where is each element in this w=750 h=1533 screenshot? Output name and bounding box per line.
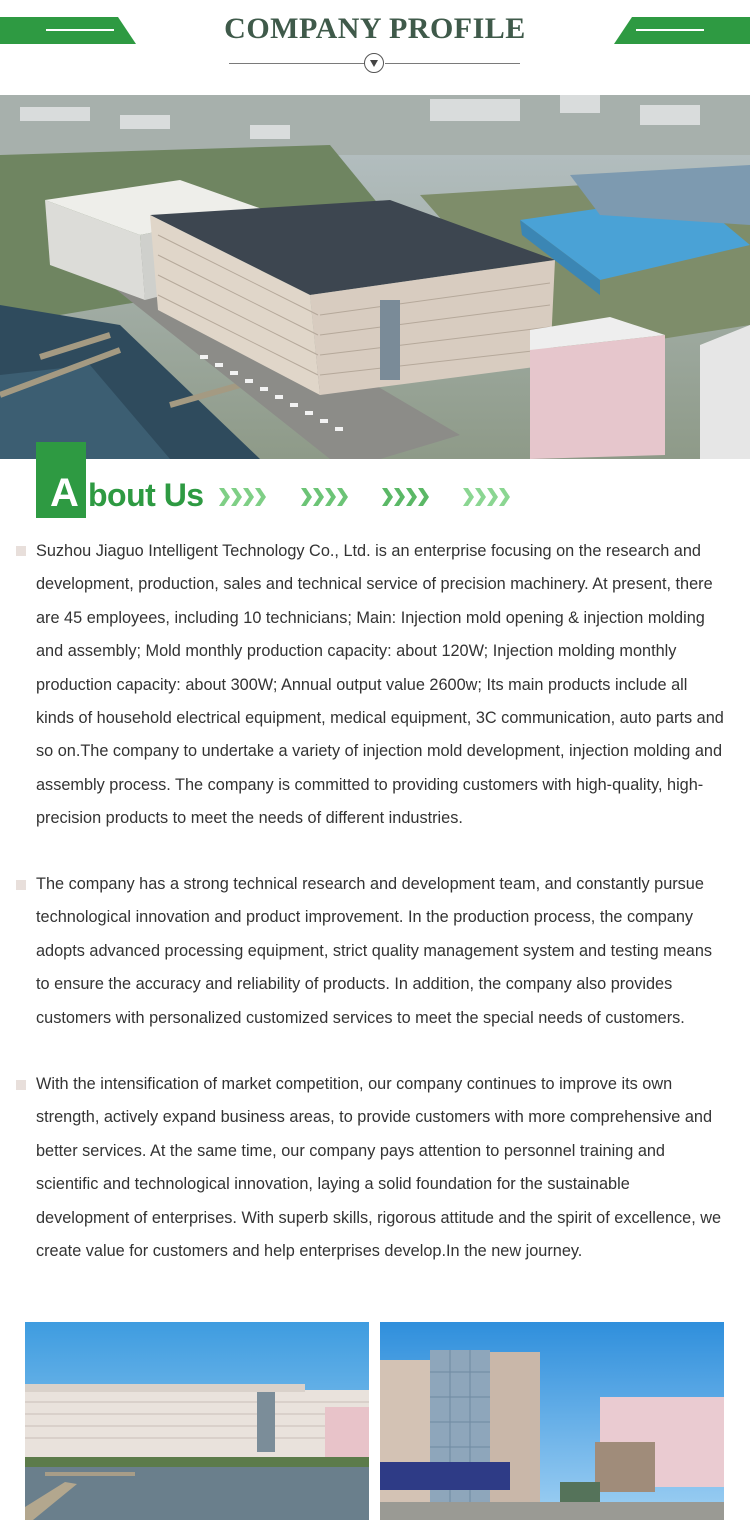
about-us-title: bout Us: [88, 477, 204, 513]
paragraph-2: The company has a strong technical research and development team, and constantly pursue technological innovation and product improvement. In the production process, the company adopts advanced processing equipment, strict quality management system and testing means to ensure the accuracy and reliability of products. In addition, the company also provides customers with personalized customized services to meet the special needs of customers.: [36, 875, 713, 1027]
title-divider-right: [385, 63, 520, 64]
scroll-down-button[interactable]: [364, 53, 384, 73]
bullet-marker: [16, 546, 26, 556]
double-chevron-right-icon: [219, 486, 519, 508]
chevron-down-icon: [369, 59, 379, 68]
factory-front-photo: [25, 1322, 369, 1520]
page-title: COMPANY PROFILE: [224, 12, 526, 45]
paragraph-1: Suzhou Jiaguo Intelligent Technology Co., Ltd. is an enterprise focusing on the research and development, production, sales and technical service of precision machinery. At present, there are 45 employees, including 10 technicians; Main: Injection mold opening & injection molding and assembly; Mold monthly production capacity: about 120W; Injection molding monthly production capacity: about 300W; Annual output value 2600w; Its main products include all kinds of household electrical equipment, medical equipment, 3C communication, auto parts and so on.The company to undertake a variety of injection mold development, injection molding and assembly process. The company is committed to providing customers with high-quality, high-precision products to meet the needs of different industries.: [36, 542, 724, 828]
header-banner: [0, 0, 750, 95]
paragraph-3: With the intensification of market competition, our company continues to improve its own strength, actively expand business areas, to provide customers with more comprehensive and better services. At the same time, our company pays attention to personnel training and scientific and technological innovation, laying a solid foundation for the sustainable development of enterprises. With superb skills, rigorous attitude and the spirit of excellence, we create value for customers and help enterprises develop.In the new journey.: [36, 1075, 722, 1261]
about-us-first-letter: A: [50, 471, 79, 515]
about-us-heading: [36, 442, 536, 522]
bullet-marker: [16, 1080, 26, 1090]
bullet-marker: [16, 880, 26, 890]
factory-aerial-photo: [0, 95, 750, 459]
title-divider-left: [229, 63, 365, 64]
factory-entrance-photo: [380, 1322, 724, 1520]
